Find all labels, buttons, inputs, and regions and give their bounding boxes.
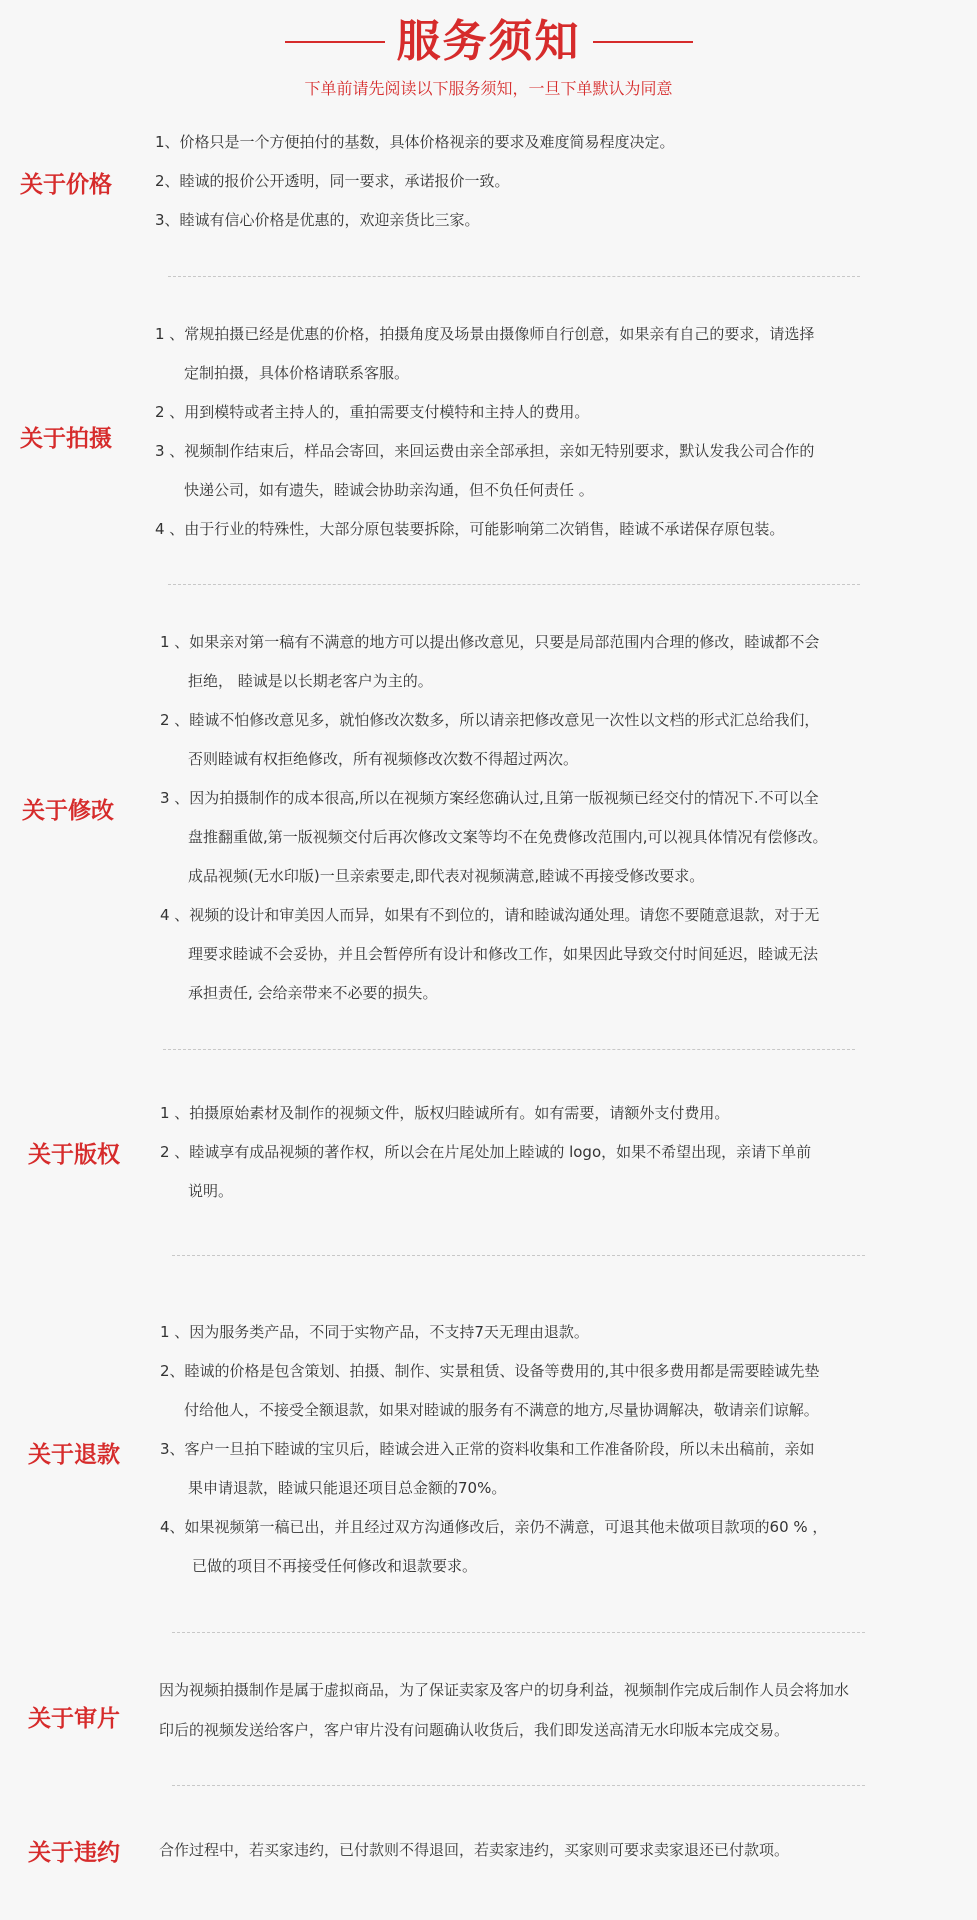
- section-label-copyright: 关于版权: [28, 1142, 120, 1168]
- section-label-shooting: 关于拍摄: [20, 426, 112, 452]
- title-line-left: [285, 41, 385, 43]
- revision-line-5: 3 、因为拍摄制作的成本很高,所以在视频方案经您确认过,且第一版视频已经交付的情况下.不可以全: [160, 789, 819, 807]
- shooting-line-1: 1 、常规拍摄已经是优惠的价格，拍摄角度及场景由摄像师自行创意，如果亲有自己的要求，请选择: [155, 325, 815, 343]
- revision-line-2: 拒绝， 睦诚是以长期老客户为主的。: [188, 672, 433, 690]
- review-line-2: 印后的视频发送给客户，客户审片没有问题确认收货后，我们即发送高清无水印版本完成交易。: [159, 1721, 790, 1739]
- section-label-price: 关于价格: [20, 172, 112, 198]
- section-label-refund: 关于退款: [28, 1442, 120, 1468]
- price-line-1: 1、价格只是一个方便拍付的基数，具体价格视亲的要求及难度简易程度决定。: [155, 133, 675, 151]
- review-line-1: 因为视频拍摄制作是属于虚拟商品，为了保证卖家及客户的切身利益，视频制作完成后制作人员会将加水: [159, 1681, 850, 1699]
- revision-line-9: 理要求睦诚不会妥协，并且会暂停所有设计和修改工作，如果因此导致交付时间延迟，睦诚无法: [188, 945, 819, 963]
- price-line-3: 3、睦诚有信心价格是优惠的，欢迎亲货比三家。: [155, 211, 480, 229]
- divider: [163, 1049, 855, 1050]
- page-subtitle: 下单前请先阅读以下服务须知，一旦下单默认为同意: [304, 79, 673, 98]
- divider: [172, 1632, 865, 1633]
- refund-line-2: 2、睦诚的价格是包含策划、拍摄、制作、实景租赁、设备等费用的,其中很多费用都是需要睦诚先垫: [160, 1362, 820, 1380]
- price-line-2: 2、睦诚的报价公开透明，同一要求，承诺报价一致。: [155, 172, 510, 190]
- refund-line-6: 4、如果视频第一稿已出，并且经过双方沟通修改后，亲仍不满意，可退其他未做项目款项的60 % ，: [160, 1518, 828, 1536]
- shooting-line-3: 2 、用到模特或者主持人的，重拍需要支付模特和主持人的费用。: [155, 403, 590, 421]
- divider: [172, 1255, 865, 1256]
- revision-line-10: 承担责任, 会给亲带来不必要的损失。: [188, 984, 438, 1002]
- shooting-line-4: 3 、视频制作结束后，样品会寄回，来回运费由亲全部承担，亲如无特别要求，默认发我公司合作的: [155, 442, 815, 460]
- divider: [172, 1785, 865, 1786]
- divider: [168, 584, 860, 585]
- breach-line-1: 合作过程中，若买家违约，已付款则不得退回，若卖家违约，买家则可要求卖家退还已付款项。: [159, 1841, 790, 1859]
- refund-line-5: 果申请退款，睦诚只能退还项目总金额的70%。: [188, 1479, 507, 1497]
- section-label-revision: 关于修改: [22, 798, 114, 824]
- revision-line-3: 2 、睦诚不怕修改意见多，就怕修改次数多，所以请亲把修改意见一次性以文档的形式汇总给我们，: [160, 711, 820, 729]
- refund-line-7: 已做的项目不再接受任何修改和退款要求。: [192, 1557, 478, 1575]
- revision-line-7: 成品视频(无水印版)一旦亲索要走,即代表对视频满意,睦诚不再接受修改要求。: [188, 867, 705, 885]
- revision-line-4: 否则睦诚有权拒绝修改，所有视频修改次数不得超过两次。: [188, 750, 579, 768]
- refund-line-1: 1 、因为服务类产品，不同于实物产品，不支持7天无理由退款。: [160, 1323, 589, 1341]
- title-line-right: [593, 41, 693, 43]
- title-row: [0, 14, 977, 70]
- copyright-line-3: 说明。: [188, 1182, 234, 1200]
- copyright-line-2: 2 、睦诚享有成品视频的著作权，所以会在片尾处加上睦诚的 logo，如果不希望出现，亲请下单前: [160, 1143, 812, 1161]
- page-title: 服务须知: [396, 16, 581, 67]
- section-label-breach: 关于违约: [28, 1840, 120, 1866]
- revision-line-6: 盘推翻重做,第一版视频交付后再次修改文案等均不在免费修改范围内,可以视具体情况有偿修改。: [188, 828, 828, 846]
- refund-line-4: 3、客户一旦拍下睦诚的宝贝后，睦诚会进入正常的资料收集和工作准备阶段，所以未出稿前，亲如: [160, 1440, 815, 1458]
- divider: [168, 276, 860, 277]
- revision-line-8: 4 、视频的设计和审美因人而异，如果有不到位的，请和睦诚沟通处理。请您不要随意退款，对于无: [160, 906, 820, 924]
- refund-line-3: 付给他人，不接受全额退款，如果对睦诚的服务有不满意的地方,尽量协调解决，敬请亲们谅解。: [184, 1401, 819, 1419]
- section-label-review: 关于审片: [28, 1706, 120, 1732]
- header: [0, 0, 977, 110]
- shooting-line-2: 定制拍摄，具体价格请联系客服。: [184, 364, 410, 382]
- shooting-line-6: 4 、由于行业的特殊性，大部分原包装要拆除，可能影响第二次销售，睦诚不承诺保存原包装。: [155, 520, 785, 538]
- revision-line-1: 1 、如果亲对第一稿有不满意的地方可以提出修改意见，只要是局部范围内合理的修改，睦诚都不会: [160, 633, 820, 651]
- shooting-line-5: 快递公司，如有遗失，睦诚会协助亲沟通，但不负任何责任 。: [184, 481, 594, 499]
- copyright-line-1: 1 、拍摄原始素材及制作的视频文件，版权归睦诚所有。如有需要，请额外支付费用。: [160, 1104, 730, 1122]
